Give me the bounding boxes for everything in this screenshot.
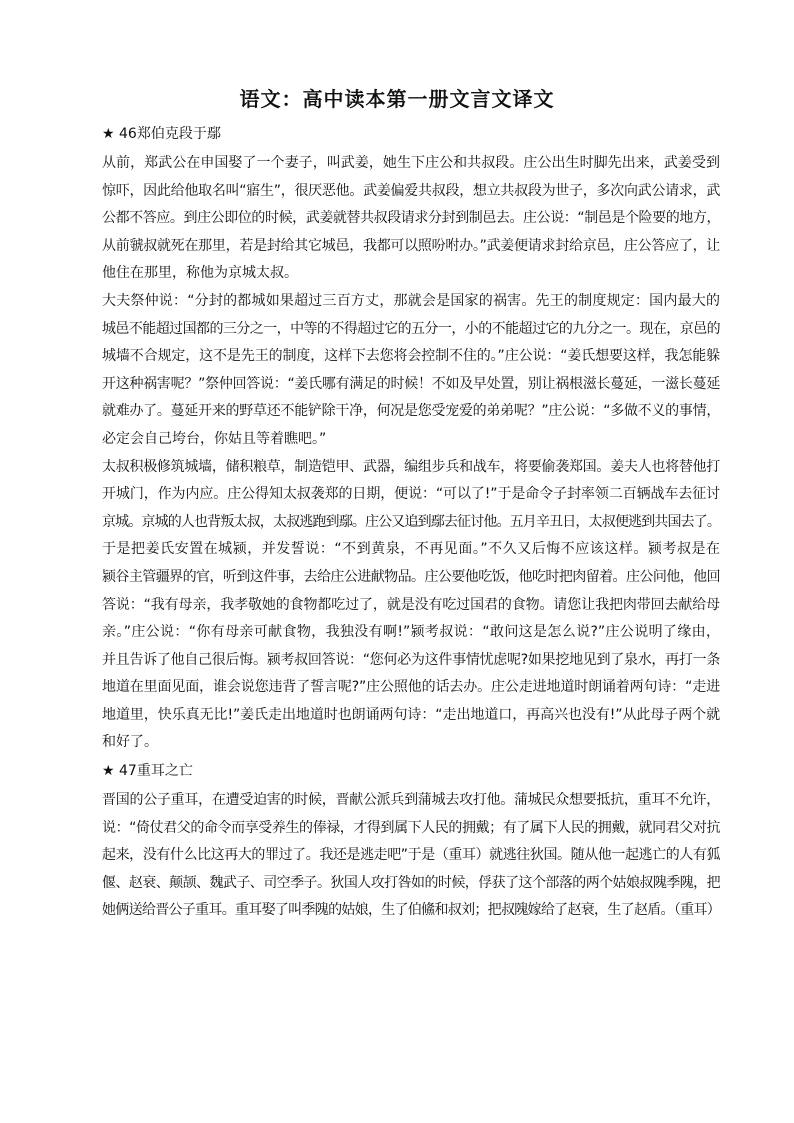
- text-line: 她俩送给晋公子重耳。重耳娶了叫季隗的姑娘，生了伯鯈和叔刘；把叔隗嫁给了赵衰，生了赵盾。（重耳）: [102, 902, 720, 919]
- page-title: 语文：高中读本第一册文言文译文: [239, 87, 555, 111]
- text-line: 起来，没有什么比这再大的罪过了。我还是逃走吧”于是（重耳）就逃往狄国。随从他一起逃亡的人有狐: [102, 847, 720, 864]
- text-line: 大夫祭仲说：“分封的都城如果超过三百方丈，那就会是国家的祸害。先王的制度规定：国内最大的: [102, 292, 720, 309]
- text-line: 惊吓，因此给他取名叫“寤生”，很厌恶他。武姜偏爱共叔段，想立共叔段为世子，多次向武公请求，武: [102, 182, 720, 199]
- text-line: 颍谷主管疆界的官，听到这件事，去给庄公进献物品。庄公要他吃饭，他吃时把肉留着。庄公问他，他回: [102, 568, 720, 585]
- text-line: 就难办了。蔓延开来的野草还不能铲除干净，何况是您受宠爱的弟弟呢？”庄公说：“多做不义的事情，: [102, 403, 720, 420]
- section-heading: ★ 47重耳之亡: [102, 763, 193, 780]
- section-heading: ★ 46郑伯克段于鄢: [102, 126, 221, 142]
- text-line: 必定会自己垮台，你姑且等着瞧吧。”: [102, 430, 327, 447]
- text-line: 地道里，快乐真无比!”姜氏走出地道时也朗诵两句诗：“走出地道口，再高兴也没有!”从此母子两个就: [102, 706, 720, 723]
- text-line: 开城门，作为内应。庄公得知太叔袭郑的日期，便说：“可以了!”于是命令子封率领二百辆战车去征讨: [102, 486, 720, 503]
- paragraph: [102, 536, 720, 757]
- text-line: 城邑不能超过国都的三分之一，中等的不得超过它的五分一，小的不能超过它的九分之一。现在，京邑的: [102, 320, 720, 337]
- text-line: 公都不答应。到庄公即位的时候，武姜就替共叔段请求分封到制邑去。庄公说：“制邑是个险要的地方，: [102, 210, 720, 227]
- paragraph: [102, 787, 720, 925]
- paragraph: [102, 150, 720, 288]
- text-line: 城墙不合规定，这不是先王的制度，这样下去您将会控制不住的。”庄公说：“姜氏想要这样，我怎能躲: [102, 348, 720, 365]
- text-line: 晋国的公子重耳，在遭受迫害的时候，晋献公派兵到蒲城去攻打他。蒲城民众想要抵抗，重耳不允许，: [102, 792, 720, 809]
- text-line: 说：“倚仗君父的命令而享受养生的俸禄，才得到属下人民的拥戴；有了属下人民的拥戴，就同君父对抗: [102, 819, 720, 836]
- text-line: 京城。京城的人也背叛太叔，太叔逃跑到鄢。庄公又追到鄢去征讨他。五月辛丑日，太叔便逃到共国去了。: [102, 513, 720, 530]
- text-line: 于是把姜氏安置在城颍，并发誓说：“不到黄泉，不再见面。”不久又后悔不应该这样。颍考叔是在: [102, 541, 720, 558]
- text-line: 答说：“我有母亲，我孝敬她的食物都吃过了，就是没有吃过国君的食物。请您让我把肉带回去献给母: [102, 596, 720, 613]
- text-line: 偃、赵衰、颠颉、魏武子、司空季子。狄国人攻打咎如的时候，俘获了这个部落的两个姑娘叔隗季隗，把: [102, 874, 720, 891]
- text-line: 他住在那里，称他为京城太叔。: [102, 265, 298, 282]
- text-line: 太叔积极修筑城墙，储积粮草，制造铠甲、武器，编组步兵和战车，将要偷袭郑国。姜夫人也将替他打: [102, 458, 720, 475]
- text-line: 开这种祸害呢？”祭仲回答说：“姜氏哪有满足的时候！不如及早处置，别让祸根滋长蔓延，一滋长蔓延: [102, 375, 720, 392]
- text-line: 地道在里面见面，谁会说您违背了誓言呢?”庄公照他的话去办。庄公走进地道时朗诵着两句诗：“走进: [102, 679, 720, 696]
- text-line: 亲。”庄公说：“你有母亲可献食物，我独没有啊!”颍考叔说：“敢问这是怎么说?”庄公说明了缘由，: [102, 624, 720, 641]
- text-line: 从前，郑武公在申国娶了一个妻子，叫武姜，她生下庄公和共叔段。庄公出生时脚先出来，武姜受到: [102, 155, 720, 171]
- section-46: [102, 124, 720, 757]
- paragraph: [102, 454, 720, 537]
- section-47: [102, 761, 720, 925]
- document-body: [102, 124, 720, 925]
- text-line: 从前虢叔就死在那里，若是封给其它城邑，我都可以照吩咐办。”武姜便请求封给京邑，庄公答应了，让: [102, 237, 720, 254]
- text-line: 并且告诉了他自己很后悔。颍考叔回答说：“您何必为这件事情忧虑呢?如果挖地见到了泉水，再打一条: [102, 651, 720, 668]
- text-line: 和好了。: [102, 734, 158, 751]
- paragraph: [102, 288, 720, 454]
